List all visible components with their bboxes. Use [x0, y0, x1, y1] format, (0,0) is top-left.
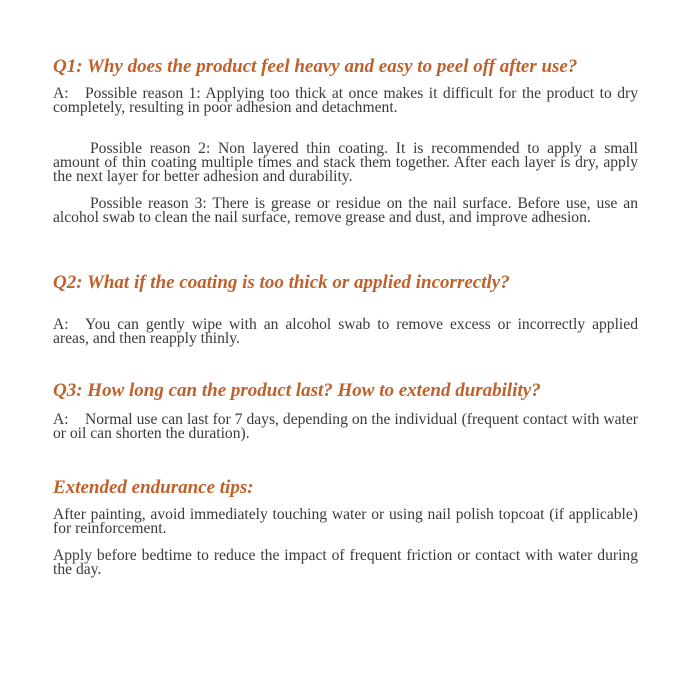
- q1-answer-reason-1: [53, 87, 638, 115]
- q3-answer-text: Normal use can last for 7 days, depending on the individual (frequent contact with water or oil can shorten the duration).: [53, 411, 638, 442]
- q1-answer-label: A:: [53, 85, 69, 102]
- q1-reason-3: Possible reason 3: There is grease or residue on the nail surface. Before use, use an alcohol swab to clean the nail surface, remove grease and dust, and improve adhesion.: [53, 195, 638, 226]
- q3-heading: Q3: How long can the product last? How to extend durability?: [53, 380, 541, 401]
- q2-answer: [53, 318, 638, 346]
- q2-answer-label: A:: [53, 316, 69, 333]
- q3-answer-label: A:: [53, 411, 69, 428]
- q2-heading: Q2: What if the coating is too thick or applied incorrectly?: [53, 272, 510, 293]
- q3-answer: [53, 413, 638, 441]
- q2-answer-text: You can gently wipe with an alcohol swab to remove excess or incorrectly applied areas, and then reapply thinly.: [53, 316, 638, 347]
- q1-reason-1-text: Possible reason 1: Applying too thick at once makes it difficult for the product to dry completely, resulting in poor adhesion and detachment.: [53, 85, 638, 116]
- tips-heading: Extended endurance tips:: [53, 477, 254, 498]
- q1-heading: Q1: Why does the product feel heavy and easy to peel off after use?: [53, 56, 578, 77]
- tip-2: Apply before bedtime to reduce the impact of frequent friction or contact with water during the day.: [53, 547, 638, 578]
- tip-1: After painting, avoid immediately touching water or using nail polish topcoat (if applicable) for reinforcement.: [53, 506, 638, 537]
- q1-reason-2: Possible reason 2: Non layered thin coating. It is recommended to apply a small amount of thin coating multiple times and stack them together. After each layer is dry, apply the next layer for better adhesion and durability.: [53, 140, 638, 185]
